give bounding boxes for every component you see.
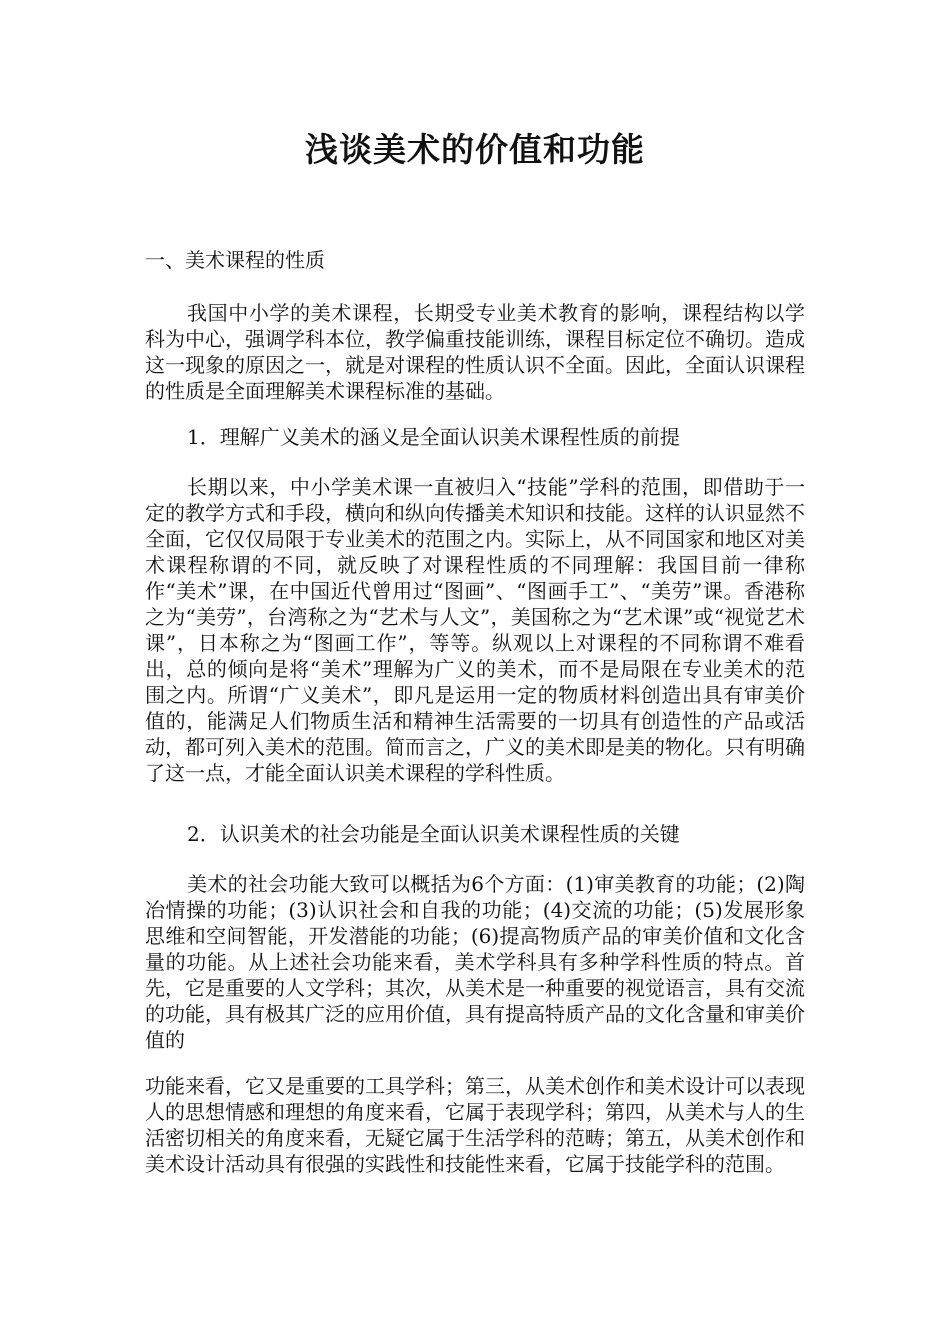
paragraph-1: 长期以来，中小学美术课一直被归入“技能”学科的范围，即借助于一定的教学方式和手段，横向和纵向传播美术知识和技能。这样的认识显然不全面，它仅仅局限于专业美术的范围之内。实际上，从不同国家和地区对美术课程称谓的不同，就反映了对课程性质的不同理解：我国目前一律称作“美术”课，在中国近代曾用过“图画”、“图画手工”、“美劳”课。香港称之为“美劳”，台湾称之为“艺术与人文”，美国称之为“艺术课”或“视觉艺术课”，日本称之为“图画工作”，等等。纵观以上对课程的不同称谓不难看出，总的倾向是将“美术”理解为广义的美术，而不是局限在专业美术的范围之内。所谓“广义美术”，即凡是运用一定的物质材料创造出具有审美价值的，能满足人们物质生活和精神生活需要的一切具有创造性的产品或活动，都可列入美术的范围。简而言之，广义的美术即是美的物化。只有明确了这一点，才能全面认识美术课程的学科性质。	[145, 475, 805, 785]
section-heading: 一、美术课程的性质	[145, 248, 325, 272]
paragraph-3: 功能来看，它又是重要的工具学科；第三，从美术创作和美术设计可以表现人的思想情感和理想的角度来看，它属于表现学科；第四，从美术与人的生活密切相关的角度来看，无疑它属于生活学科的范畴；第五，从美术创作和美术设计活动具有很强的实践性和技能性来看，它属于技能学科的范围。	[145, 1074, 805, 1176]
intro-paragraph: 我国中小学的美术课程，长期受专业美术教育的影响，课程结构以学科为中心，强调学科本位，教学偏重技能训练，课程目标定位不确切。造成这一现象的原因之一，就是对课程的性质认识不全面。因此，全面认识课程的性质是全面理解美术课程标准的基础。	[145, 301, 805, 403]
document-title: 浅谈美术的价值和功能	[305, 130, 645, 169]
paragraph-2: 美术的社会功能大致可以概括为6个方面：(1)审美教育的功能；(2)陶冶情操的功能；(3)认识社会和自我的功能；(4)交流的功能；(5)发展形象思维和空间智能，开发潜能的功能；(6)提高物质产品的审美价值和文化含量的功能。从上述社会功能来看，美术学科具有多种学科性质的特点。首先，它是重要的人文学科；其次，从美术是一种重要的视觉语言，具有交流的功能，具有极其广泛的应用价值，具有提高特质产品的文化含量和审美价值的	[145, 872, 805, 1052]
subheading-2: 2．认识美术的社会功能是全面认识美术课程性质的关键	[187, 822, 680, 846]
subheading-1: 1．理解广义美术的涵义是全面认识美术课程性质的前提	[187, 425, 680, 449]
